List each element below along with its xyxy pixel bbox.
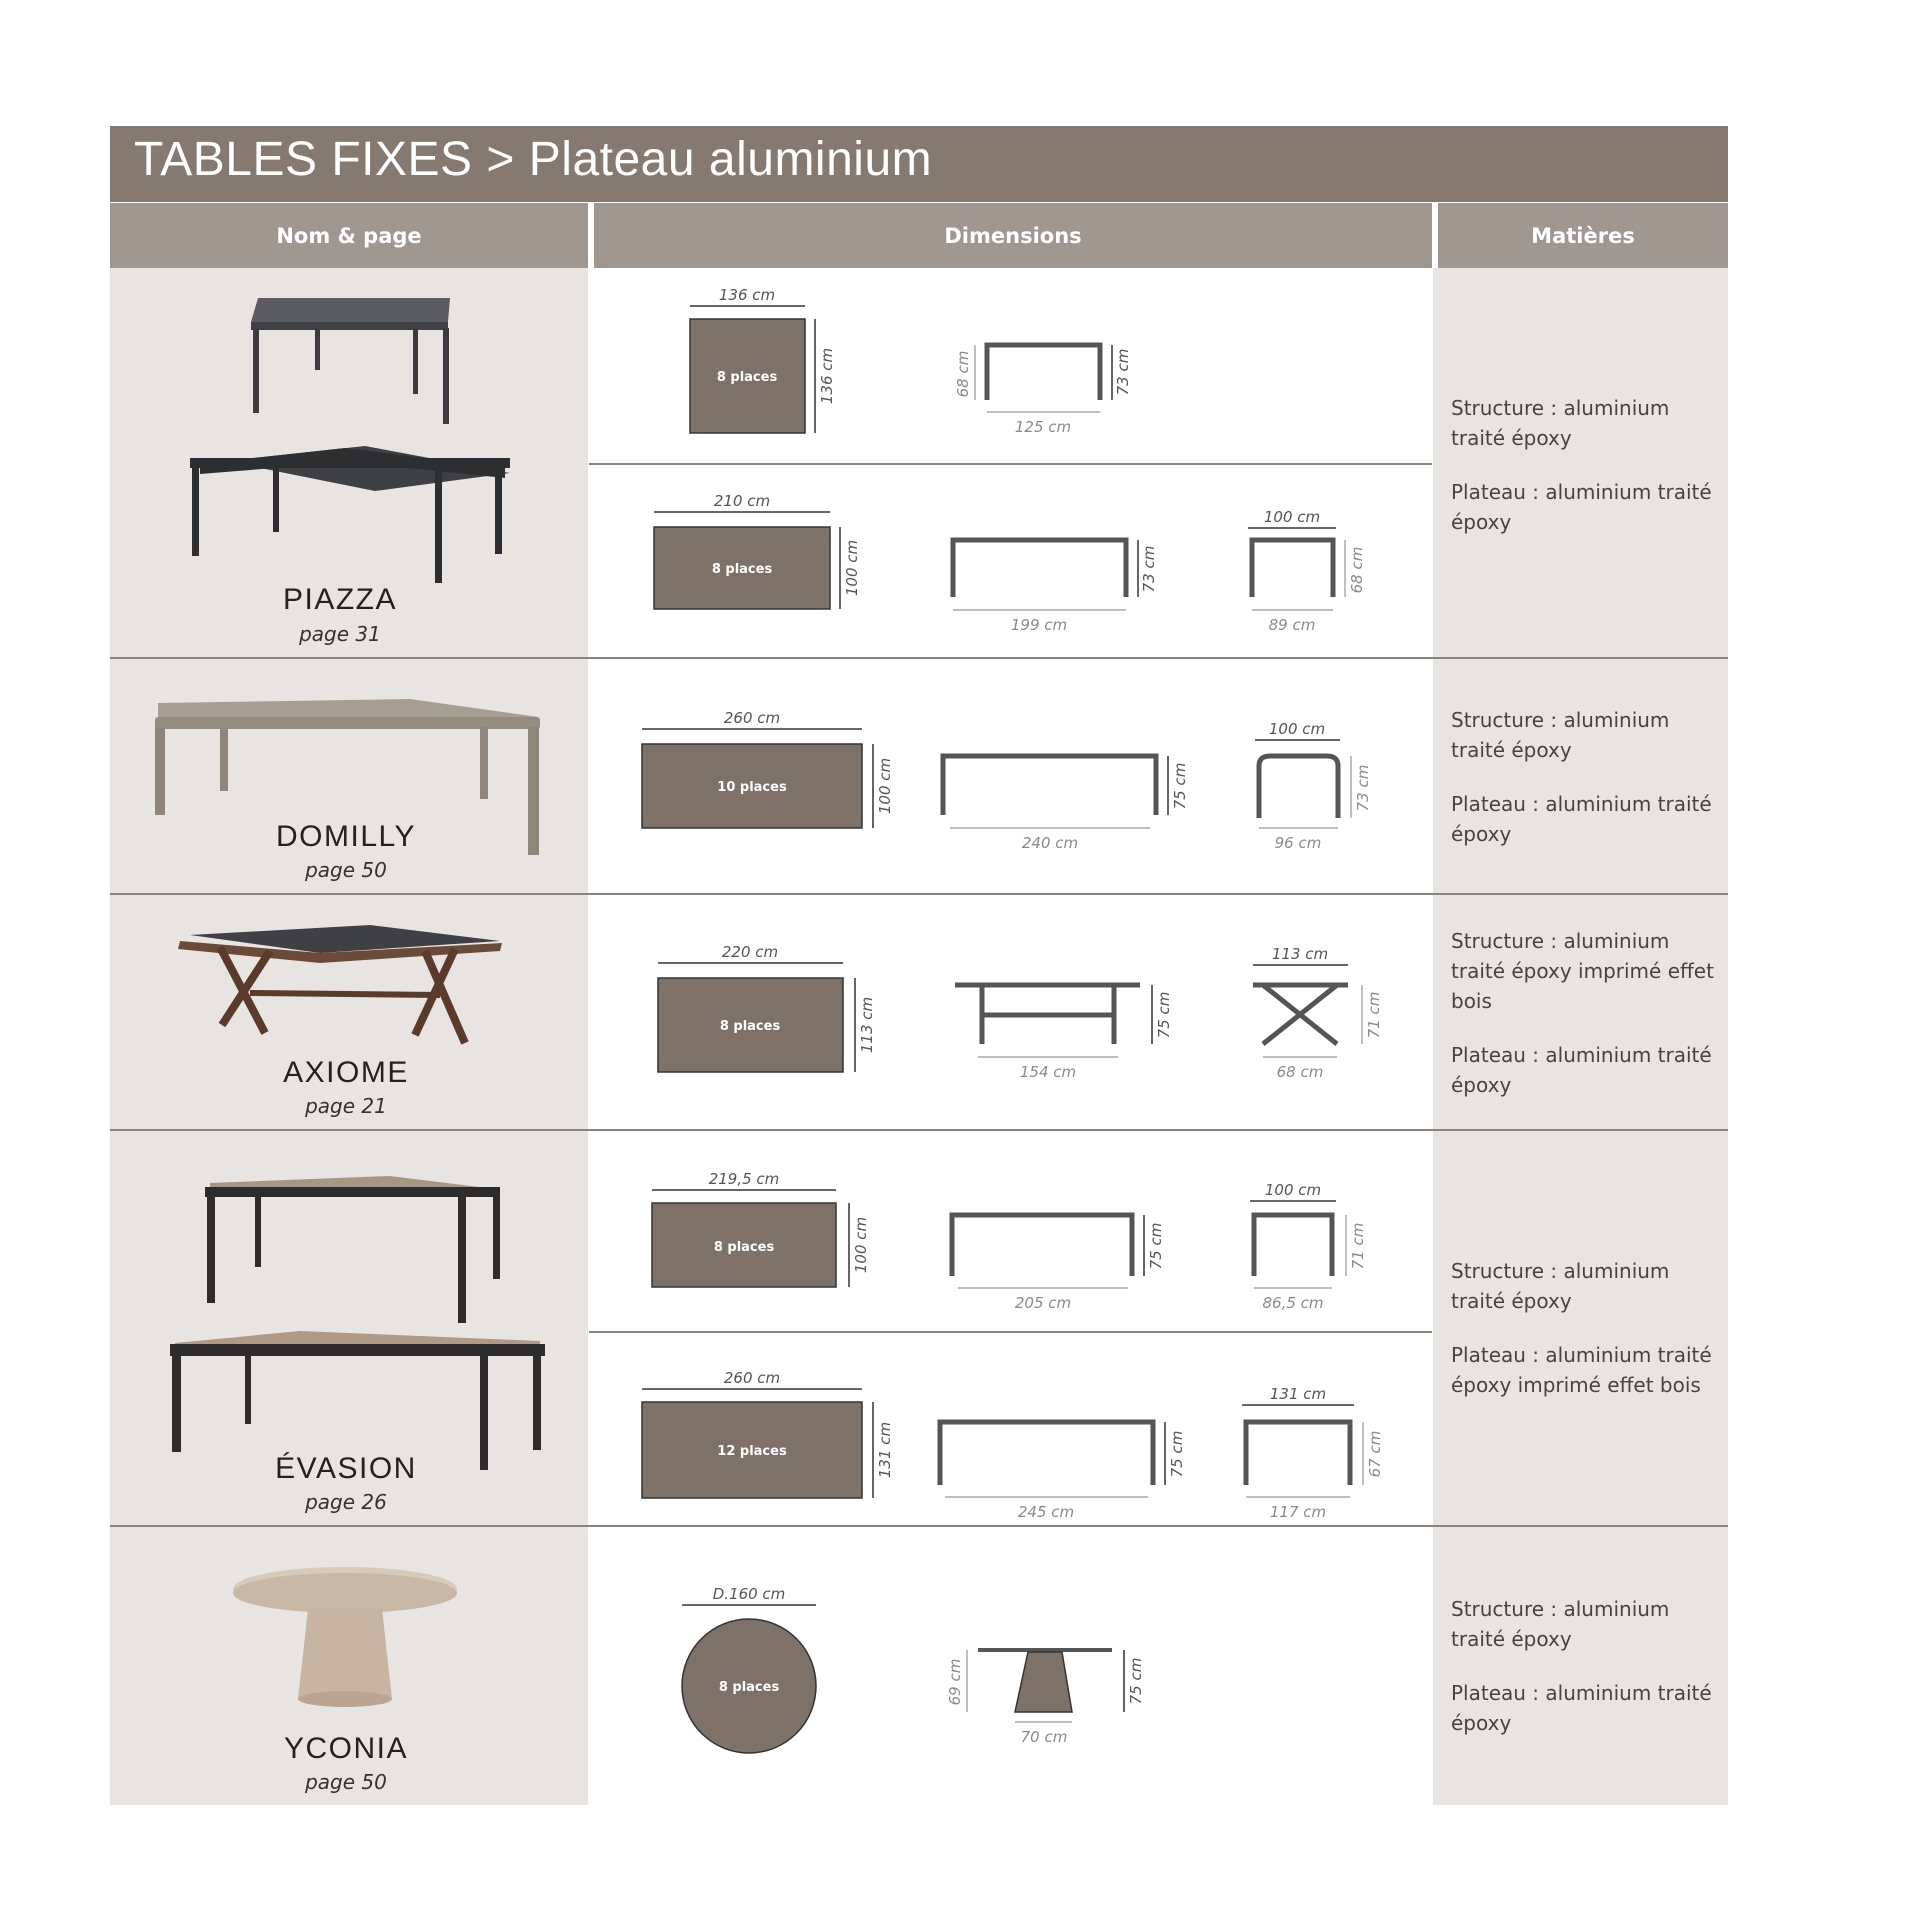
height-label: 75 cm <box>1155 991 1173 1039</box>
top-width-label: 136 cm <box>718 286 776 304</box>
inner-width-label: 117 cm <box>1269 1503 1327 1521</box>
plateau-text: Plateau : aluminium traité époxy imprimé effet bois <box>1451 1343 1712 1397</box>
axiome-end-view <box>1253 945 1383 1081</box>
structure-text: Structure : aluminium traité époxy imprimé effet bois <box>1451 929 1714 1013</box>
seat-count: 12 places <box>717 1444 787 1459</box>
top-depth-label: 100 cm <box>843 539 861 597</box>
product-name: ÉVASION <box>275 1452 417 1485</box>
product-page: page 31 <box>299 622 381 646</box>
domilly-top-view <box>642 709 894 828</box>
height-label: 75 cm <box>1147 1222 1165 1270</box>
page-title: TABLES FIXES > Plateau aluminium <box>134 133 933 186</box>
domilly-end-view <box>1255 720 1372 852</box>
piazza-v2-side-view <box>953 540 1158 634</box>
piazza-v1-side-view <box>954 345 1132 436</box>
structure-text: Structure : aluminium traité époxy <box>1451 396 1670 450</box>
structure-text: Structure : aluminium traité époxy <box>1451 708 1670 762</box>
height-label: 75 cm <box>1171 762 1189 810</box>
seat-count: 8 places <box>719 1019 781 1034</box>
product-name: DOMILLY <box>276 820 416 853</box>
seat-count: 8 places <box>711 562 773 577</box>
axiome-side-view <box>955 985 1173 1081</box>
plateau-text: Plateau : aluminium traité époxy <box>1451 792 1712 846</box>
evasion-v1-side-view <box>952 1215 1165 1312</box>
clearance-label: 71 cm <box>1365 991 1383 1039</box>
evasion-v1-end-view <box>1250 1181 1367 1312</box>
end-width-label: 100 cm <box>1263 508 1321 526</box>
height-label: 73 cm <box>1114 348 1132 396</box>
top-width-label: 210 cm <box>713 492 771 510</box>
inner-width-label: 96 cm <box>1274 834 1322 852</box>
plateau-text: Plateau : aluminium traité époxy <box>1451 1681 1712 1735</box>
product-name: YCONIA <box>283 1732 409 1765</box>
product-name: AXIOME <box>283 1056 409 1089</box>
inner-width-label: 89 cm <box>1268 616 1316 634</box>
top-depth-label: 100 cm <box>852 1216 870 1274</box>
diameter-label: D.160 cm <box>712 1585 786 1603</box>
column-header-dimensions: Dimensions <box>594 203 1432 268</box>
height-label: 75 cm <box>1168 1430 1186 1478</box>
height-label: 75 cm <box>1127 1657 1145 1705</box>
domilly-side-view <box>943 756 1189 852</box>
top-depth-label: 100 cm <box>876 757 894 815</box>
column-header-materials: Matières <box>1438 203 1728 268</box>
top-depth-label: 136 cm <box>818 347 836 405</box>
top-width-label: 260 cm <box>723 1369 781 1387</box>
top-width-label: 219,5 cm <box>708 1170 780 1188</box>
inner-width-label: 86,5 cm <box>1262 1294 1324 1312</box>
top-depth-label: 131 cm <box>876 1421 894 1479</box>
evasion-v1-top-view <box>652 1170 870 1287</box>
piazza-v2-end-view <box>1248 508 1366 634</box>
clearance-label: 71 cm <box>1349 1222 1367 1270</box>
plateau-text: Plateau : aluminium traité époxy <box>1451 480 1712 534</box>
product-page: page 50 <box>305 858 387 882</box>
yconia-top-view <box>682 1585 816 1753</box>
product-page: page 21 <box>305 1094 387 1118</box>
product-page: page 50 <box>305 1770 387 1794</box>
clearance-label: 68 cm <box>1348 546 1366 594</box>
piazza-v2-top-view <box>654 492 861 609</box>
end-width-label: 131 cm <box>1269 1385 1327 1403</box>
structure-text: Structure : aluminium traité époxy <box>1451 1597 1670 1651</box>
seat-count: 8 places <box>716 370 778 385</box>
clearance-label: 73 cm <box>1354 764 1372 812</box>
end-width-label: 100 cm <box>1268 720 1326 738</box>
length-label: 125 cm <box>1014 418 1072 436</box>
base-width-label: 70 cm <box>1020 1728 1068 1746</box>
axiome-top-view <box>658 943 876 1072</box>
length-label: 205 cm <box>1014 1294 1072 1312</box>
end-width-label: 113 cm <box>1271 945 1329 963</box>
top-depth-label: 113 cm <box>858 996 876 1054</box>
length-label: 154 cm <box>1019 1063 1077 1081</box>
end-width-label: 100 cm <box>1264 1181 1322 1199</box>
evasion-v2-top-view <box>642 1369 894 1498</box>
plateau-text: Plateau : aluminium traité époxy <box>1451 1043 1712 1097</box>
inner-width-label: 68 cm <box>1276 1063 1324 1081</box>
evasion-v2-side-view <box>940 1422 1186 1521</box>
piazza-v1-top-view <box>690 286 836 433</box>
column-header-name: Nom & page <box>110 203 588 268</box>
seat-count: 8 places <box>713 1240 775 1255</box>
product-name: PIAZZA <box>282 583 397 616</box>
clearance-label: 68 cm <box>954 350 972 398</box>
product-page: page 26 <box>305 1490 387 1514</box>
top-width-label: 220 cm <box>721 943 779 961</box>
seat-count: 8 places <box>718 1680 780 1695</box>
length-label: 240 cm <box>1021 834 1079 852</box>
yconia-side-view <box>946 1650 1145 1746</box>
structure-text: Structure : aluminium traité époxy <box>1451 1259 1670 1313</box>
length-label: 245 cm <box>1017 1503 1075 1521</box>
clearance-label: 67 cm <box>1366 1430 1384 1478</box>
evasion-v2-end-view <box>1242 1385 1384 1521</box>
seat-count: 10 places <box>717 780 787 795</box>
top-width-label: 260 cm <box>723 709 781 727</box>
clearance-label: 69 cm <box>946 1658 964 1706</box>
height-label: 73 cm <box>1140 545 1158 593</box>
length-label: 199 cm <box>1010 616 1068 634</box>
